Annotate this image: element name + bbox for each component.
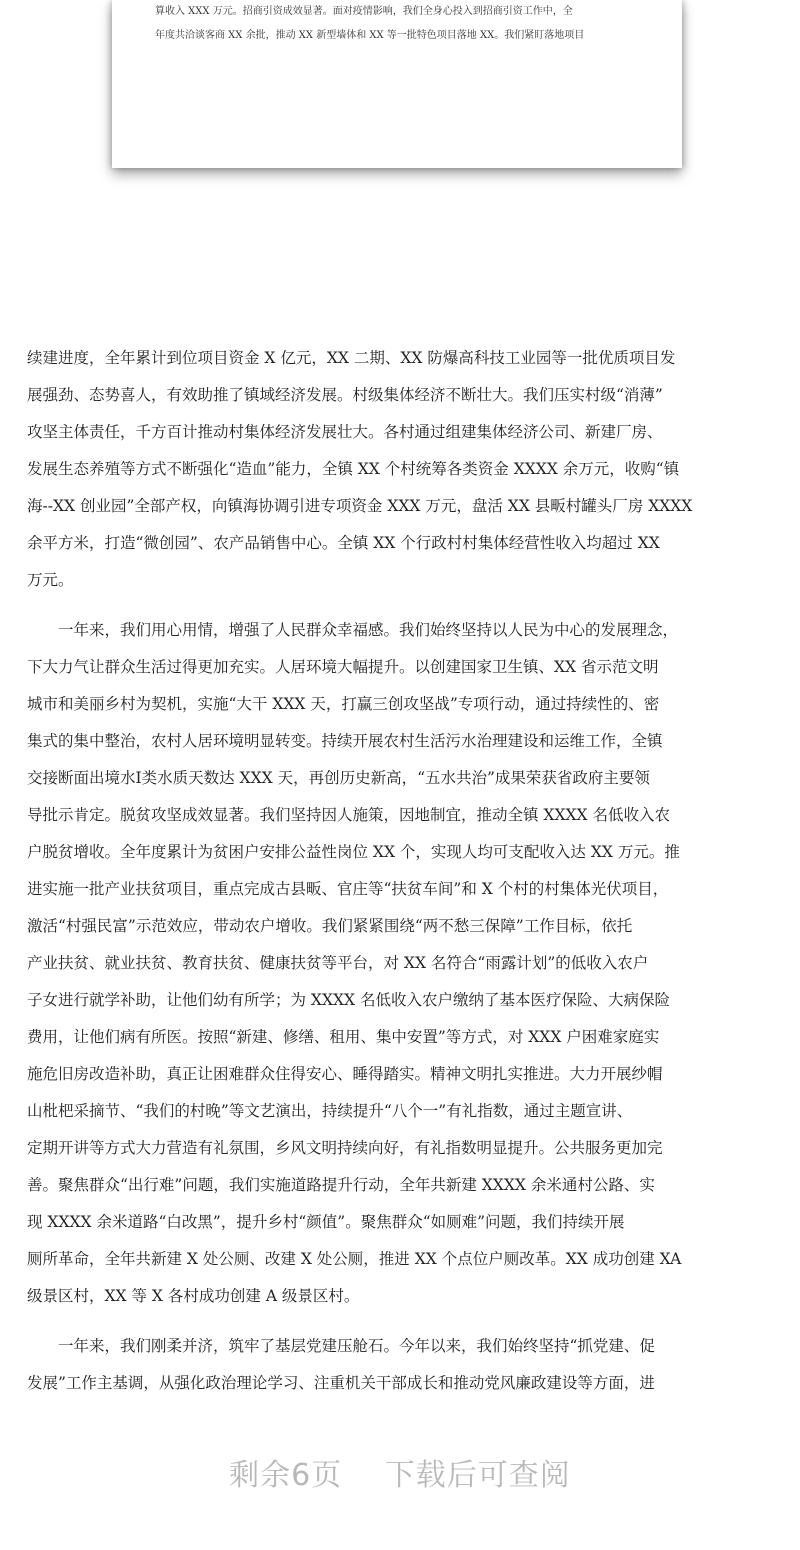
text-line: 子女进行就学补助，让他们幼有所学；为 XXXX 名低收入农户缴纳了基本医疗保险、大病保险 [27, 991, 670, 1009]
preview-page-text [155, 0, 645, 48]
text-line: 善。聚焦群众“出行难”问题，我们实施道路提升行动，全年共新建 XXXX 余米通村公路、实 [27, 1176, 655, 1194]
download-to-view-text: 下载后可查阅 [384, 1458, 571, 1493]
text-line: 下大力气让群众生活过得更加充实。人居环境大幅提升。以创建国家卫生镇、XX 省示范文明 [27, 658, 659, 676]
text-line: 万元。 [27, 571, 74, 589]
download-prompt[interactable] [0, 1450, 800, 1494]
text-line: 发展”工作主基调，从强化政治理论学习、注重机关干部成长和推动党风廉政建设等方面，进 [27, 1374, 655, 1392]
text-line: 激活“村强民富”示范效应，带动农户增收。我们紧紧围绕“两不愁三保障”工作目标，依托 [27, 917, 633, 935]
text-line: 交接断面出境水Ⅰ类水质天数达 XXX 天，再创历史新高，“五水共治”成果荣获省政府主要领 [27, 769, 650, 787]
text-line: 攻坚主体责任，千方百计推动村集体经济发展壮大。各村通过组建集体经济公司、新建厂房、 [27, 423, 663, 441]
text-line: 进实施一批产业扶贫项目，重点完成古县畈、官庄等“扶贫车间”和 X 个村的村集体光伏项目， [27, 880, 669, 898]
text-line: 海--XX 创业园”全部产权，向镇海协调引进专项资金 XXX 万元，盘活 XX 县畈村罐头厂房 XXXX [27, 497, 693, 515]
paragraph-party-building [27, 1328, 775, 1402]
text-line: 级景区村，XX 等 X 各村成功创建 A 级景区村。 [27, 1287, 360, 1305]
text-line: 山枇杷采摘节、“我们的村晚”等文艺演出，持续提升“八个一”有礼指数，通过主题宣讲、 [27, 1102, 633, 1120]
paragraph-people-wellbeing [27, 612, 775, 1315]
text-line: 现 XXXX 余米道路“白改黑”，提升乡村“颜值”。聚焦群众“如厕难”问题，我们持续开展 [27, 1213, 625, 1231]
text-line: 续建进度，全年累计到位项目资金 X 亿元，XX 二期、XX 防爆高科技工业园等一批优质项目发 [27, 349, 676, 367]
text-line: 户脱贫增收。全年度累计为贫困户安排公益性岗位 XX 个，实现人均可支配收入达 XX 万元。推 [27, 843, 680, 861]
text-line: 导批示肯定。脱贫攻坚成效显著。我们坚持因人施策，因地制宜，推动全镇 XXXX 名低收入农 [27, 806, 670, 824]
preview-line: 年度共洽谈客商 XX 余批，推动 XX 新型墙体和 XX 等一批特色项目落地 XX。我们紧盯落地项目 [155, 30, 585, 41]
text-line: 一年来，我们刚柔并济，筑牢了基层党建压舱石。今年以来，我们始终坚持“抓党建、促 [27, 1337, 655, 1355]
text-line: 厕所革命，全年共新建 X 处公厕、改建 X 处公厕，推进 XX 个点位户厕改革。XX 成功创建 XA [27, 1250, 682, 1268]
text-line: 定期开讲等方式大力营造有礼氛围，乡风文明持续向好，有礼指数明显提升。公共服务更加完 [27, 1139, 663, 1157]
text-line: 集式的集中整治，农村人居环境明显转变。持续开展农村生活污水治理建设和运维工作，全镇 [27, 732, 663, 750]
text-line: 城市和美丽乡村为契机，实施“大干 XXX 天，打赢三创攻坚战”专项行动，通过持续性的、密 [27, 695, 660, 713]
text-line: 产业扶贫、就业扶贫、教育扶贫、健康扶贫等平台，对 XX 名符合“雨露计划”的低收入农户 [27, 954, 649, 972]
text-line: 展强劲、态势喜人，有效助推了镇域经济发展。村级集体经济不断壮大。我们压实村级“消薄” [27, 386, 663, 404]
text-line: 发展生态养殖等方式不断强化“造血”能力，全镇 XX 个村统筹各类资金 XXXX 余万元，收购“镇 [27, 460, 680, 478]
previous-page-preview [112, 0, 682, 168]
text-line: 余平方米，打造“微创园”、农产品销售中心。全镇 XX 个行政村村集体经营性收入均超过 XX [27, 534, 660, 552]
text-line: 费用，让他们病有所医。按照“新建、修缮、租用、集中安置”等方式，对 XXX 户困难家庭实 [27, 1028, 660, 1046]
text-line: 施危旧房改造补助，真正让困难群众住得安心、睡得踏实。精神文明扎实推进。大力开展纱帽 [27, 1065, 663, 1083]
remaining-pages-text: 剩余6页 [229, 1458, 343, 1493]
preview-line: 算收入 XXX 万元。招商引资成效显著。面对疫情影响，我们全身心投入到招商引资工作中，全 [155, 6, 573, 17]
paragraph-collective-economy [27, 340, 775, 599]
text-line: 一年来，我们用心用情，增强了人民群众幸福感。我们始终坚持以人民为中心的发展理念， [27, 621, 679, 639]
document-body [27, 340, 775, 1402]
